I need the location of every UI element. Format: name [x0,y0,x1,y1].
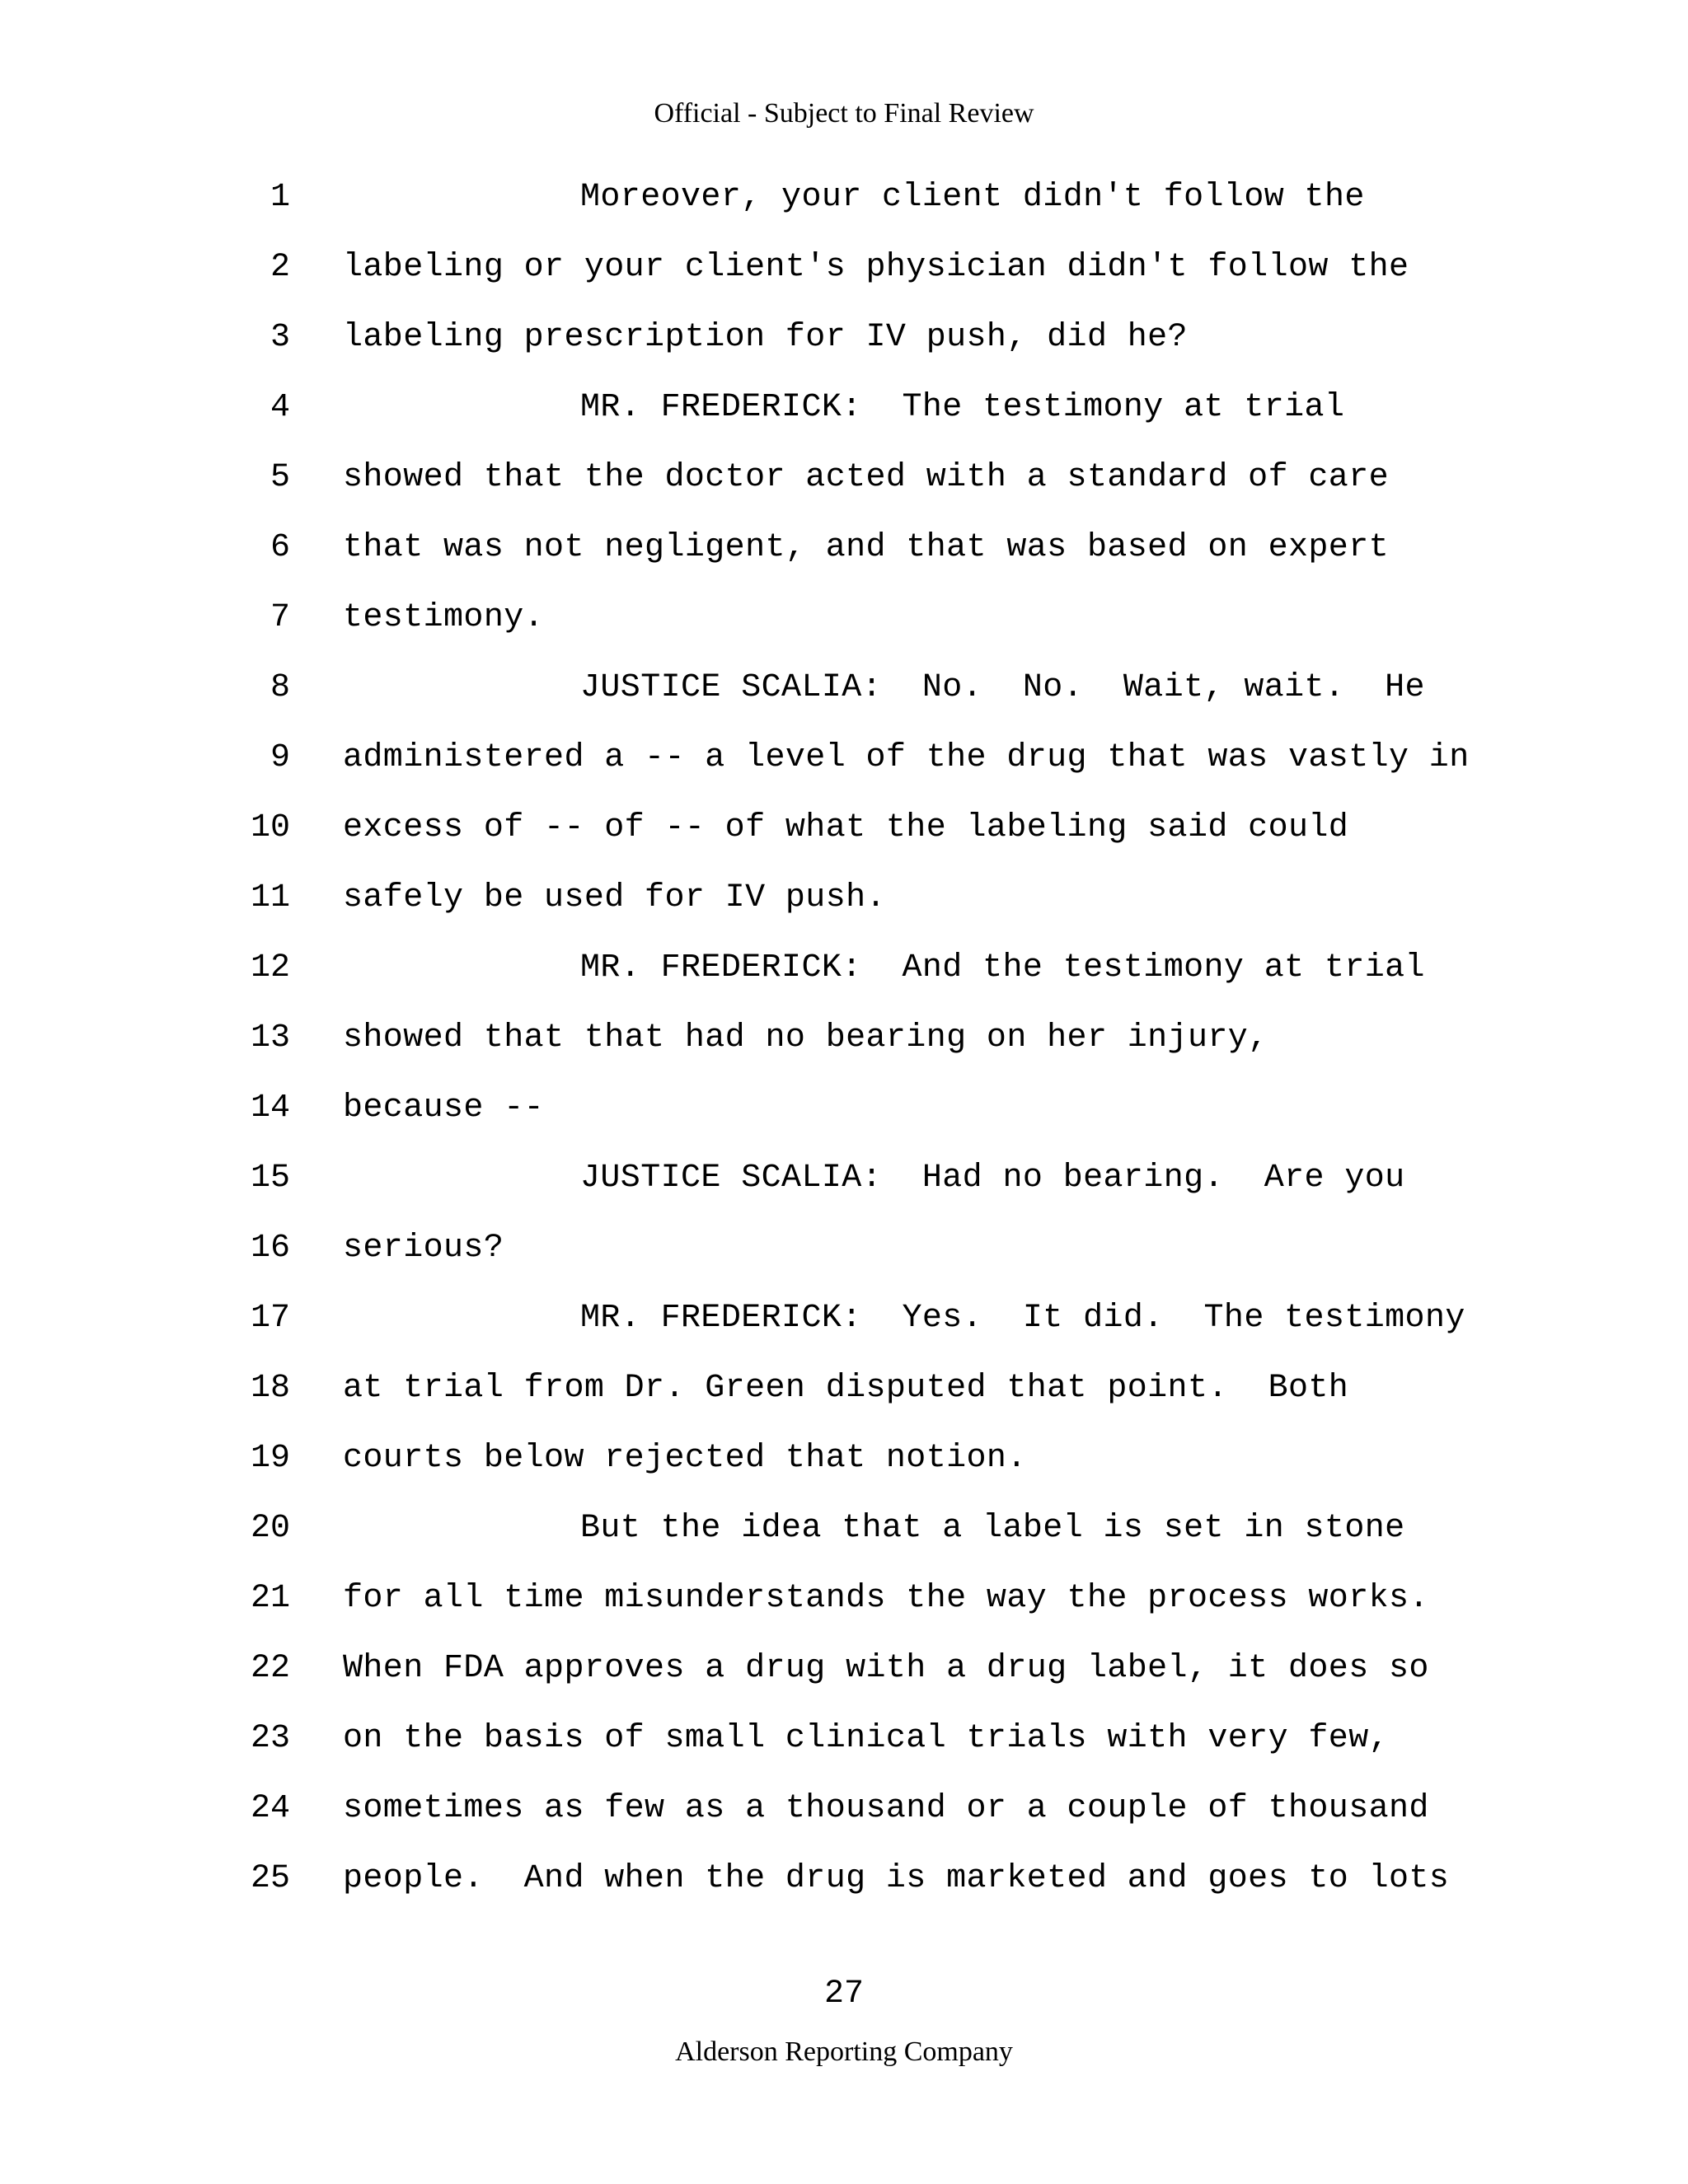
page-footer: Alderson Reporting Company [675,2036,1013,2067]
line-text: people. And when the drug is marketed and goes to lots [343,1860,1450,1897]
line-text: on the basis of small clinical trials with very few, [343,1720,1390,1757]
line-text: for all time misunderstands the way the process works. [343,1580,1429,1617]
line-text: Moreover, your client didn't follow the [580,179,1365,216]
transcript-line [0,449,1688,507]
line-number: 23 [250,1720,290,1757]
line-number: 7 [270,599,290,636]
line-number: 24 [250,1790,290,1827]
transcript-line [0,1640,1688,1698]
line-number: 6 [270,529,290,566]
transcript-line [0,1850,1688,1908]
line-number: 20 [250,1510,290,1547]
line-text: testimony. [343,599,545,636]
line-number: 8 [270,669,290,706]
line-text: labeling or your client's physician didn't follow the [343,249,1409,286]
line-text: showed that the doctor acted with a standard of care [343,459,1390,496]
line-number: 4 [270,389,290,426]
line-text: courts below rejected that notion. [343,1440,1027,1477]
transcript-line [0,1290,1688,1347]
transcript-line [0,799,1688,857]
transcript-line [0,1570,1688,1628]
transcript-line [0,1010,1688,1067]
line-number: 14 [250,1090,290,1127]
line-text: JUSTICE SCALIA: Had no bearing. Are you [580,1160,1405,1197]
transcript-line [0,1220,1688,1277]
line-text: because -- [343,1090,545,1127]
line-number: 2 [270,249,290,286]
line-number: 3 [270,319,290,356]
line-text: MR. FREDERICK: And the testimony at trial [580,949,1425,987]
transcript-line [0,1080,1688,1137]
line-number: 18 [250,1370,290,1407]
transcript-line [0,729,1688,787]
transcript-line [0,309,1688,367]
line-text: excess of -- of -- of what the labeling said could [343,809,1349,846]
transcript-line [0,1710,1688,1768]
line-number: 13 [250,1019,290,1057]
line-text: at trial from Dr. Green disputed that point. Both [343,1370,1349,1407]
line-text: that was not negligent, and that was based on expert [343,529,1390,566]
line-text: showed that that had no bearing on her injury, [343,1019,1268,1057]
line-number: 11 [250,879,290,916]
transcript-line [0,659,1688,717]
transcript-line [0,940,1688,997]
line-text: But the idea that a label is set in stone [580,1510,1405,1547]
line-number: 22 [250,1650,290,1687]
line-number: 12 [250,949,290,987]
line-number: 1 [270,179,290,216]
line-text: MR. FREDERICK: Yes. It did. The testimony [580,1300,1465,1337]
transcript-line [0,169,1688,227]
line-text: administered a -- a level of the drug that was vastly in [343,739,1470,776]
line-text: MR. FREDERICK: The testimony at trial [580,389,1345,426]
line-text: sometimes as few as a thousand or a couple of thousand [343,1790,1429,1827]
line-number: 25 [250,1860,290,1897]
line-text: labeling prescription for IV push, did he? [343,319,1188,356]
line-number: 15 [250,1160,290,1197]
line-number: 19 [250,1440,290,1477]
line-text: When FDA approves a drug with a drug label, it does so [343,1650,1429,1687]
page-header: Official - Subject to Final Review [654,98,1034,129]
transcript-line [0,869,1688,927]
transcript-line [0,1780,1688,1838]
transcript-line [0,589,1688,647]
transcript-line [0,1150,1688,1207]
line-number: 21 [250,1580,290,1617]
line-text: serious? [343,1230,504,1267]
page-number: 27 [823,1975,864,2013]
line-text: safely be used for IV push. [343,879,886,916]
transcript-line [0,1360,1688,1418]
line-number: 5 [270,459,290,496]
transcript-line [0,379,1688,437]
transcript-line [0,519,1688,577]
line-number: 17 [250,1300,290,1337]
line-number: 16 [250,1230,290,1267]
transcript-line [0,239,1688,297]
transcript-line [0,1430,1688,1488]
line-number: 9 [270,739,290,776]
transcript-line [0,1500,1688,1558]
line-text: JUSTICE SCALIA: No. No. Wait, wait. He [580,669,1425,706]
line-number: 10 [250,809,290,846]
